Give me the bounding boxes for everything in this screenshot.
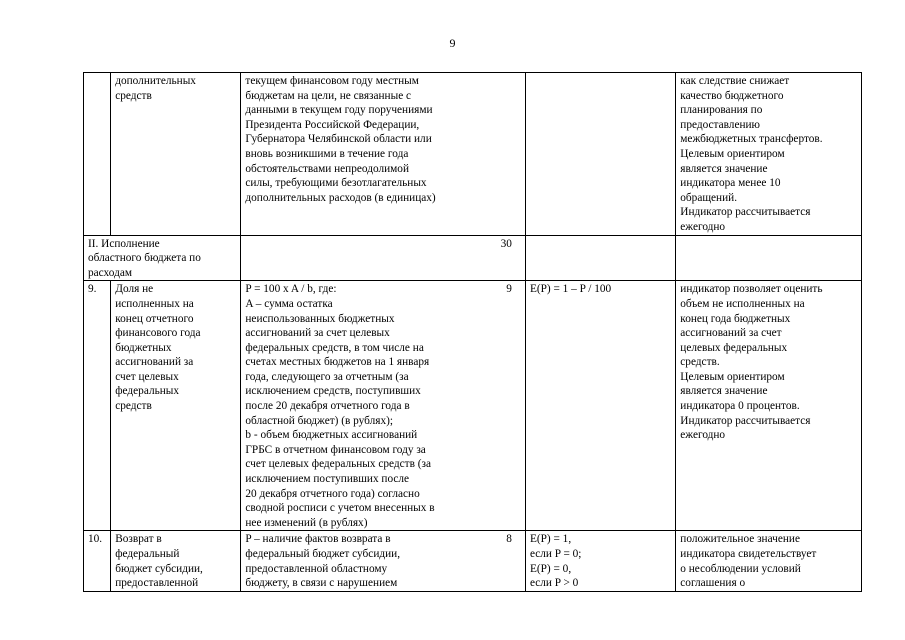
text-line: является значение — [680, 162, 768, 175]
text-line: расходам — [88, 266, 132, 279]
cell-evaluation — [525, 531, 675, 591]
text-line: ассигнований за — [115, 356, 194, 369]
text-line: Индикатор рассчитывается — [680, 206, 811, 219]
text-line: вновь возникшими в течение года — [245, 147, 409, 160]
text-line: E(P) = 0, — [529, 562, 572, 575]
text-line: A – сумма остатка — [245, 297, 333, 310]
text-line: II. Исполнение — [88, 237, 160, 250]
table-row — [84, 281, 862, 531]
text-line: ассигнований за счет — [680, 327, 782, 340]
text-line: данными в текущем году поручениями — [245, 104, 433, 117]
page-number: 9 — [449, 36, 456, 50]
indicator-weight: 8 — [506, 533, 512, 546]
text-line: межбюджетных трансфертов. — [680, 133, 823, 146]
cell-comment — [676, 281, 862, 531]
text-line: положительное значение — [680, 533, 800, 546]
text-line: бюджету, в связи с нарушением — [245, 577, 398, 590]
table-row — [84, 531, 862, 591]
text-line: исключением средств, поступивших — [245, 385, 421, 398]
text-line: обращений. — [680, 191, 738, 204]
text-line: после 20 декабря отчетного года в — [245, 400, 410, 413]
cell-formula — [241, 281, 526, 531]
text-line: целевых федеральных — [680, 341, 788, 354]
text-line: федеральных средств, в том числе на — [245, 341, 424, 354]
text-line: бюджетам на цели, не связанные с — [245, 89, 412, 102]
text-line: дополнительных расходов (в единицах) — [245, 191, 436, 204]
cell-comment — [676, 531, 862, 591]
text-line: ассигнований за счет целевых — [245, 327, 390, 340]
text-line: ежегодно — [680, 429, 726, 442]
text-line: качество бюджетного — [680, 89, 784, 102]
text-line: конец года бюджетных — [680, 312, 791, 325]
text-line: счет целевых — [115, 370, 179, 383]
text-line: о несоблюдении условий — [680, 562, 801, 575]
text-line: Доля не — [115, 283, 154, 296]
cell-indicator-name — [111, 73, 241, 236]
text-line: Целевым ориентиром — [680, 147, 785, 160]
cell-indicator-name — [111, 531, 241, 591]
section-row — [84, 235, 862, 281]
section-weight: 30 — [241, 235, 526, 281]
text-line: средств — [115, 89, 152, 102]
text-line: счетах местных бюджетов на 1 января — [245, 356, 430, 369]
text-line: федеральный — [115, 548, 180, 560]
text-line: счет целевых федеральных средств (за — [245, 458, 431, 471]
text-line: бюджетных — [115, 341, 172, 354]
text-line: областной бюджет) (в рублях); — [245, 414, 393, 427]
indicators-table — [83, 72, 862, 592]
text-line: предоставлению — [680, 118, 760, 131]
text-line: P – наличие фактов возврата в — [245, 533, 391, 546]
text-line: предоставленной областному — [245, 562, 388, 575]
text-line: Целевым ориентиром — [680, 370, 785, 383]
text-line: обстоятельствами непреодолимой — [245, 162, 409, 175]
cell-evaluation — [525, 235, 675, 281]
text-line: ГРБС в отчетном финансовом году за — [245, 443, 426, 456]
text-line: Возврат в — [115, 533, 162, 546]
cell-evaluation — [525, 73, 675, 236]
text-line: федеральный бюджет субсидии, — [245, 548, 401, 560]
text-line: предоставленной — [115, 577, 199, 590]
text-line: финансового года — [115, 327, 201, 340]
text-line: соглашения о — [680, 577, 746, 590]
text-line: E(P) = 1 – P / 100 — [529, 283, 612, 296]
text-line: исключением поступивших после — [245, 473, 410, 486]
text-line: нее изменений (в рублях) — [245, 516, 368, 529]
row-number: 9. — [84, 281, 111, 531]
text-line: сводной росписи с учетом внесенных в — [245, 502, 435, 515]
row-number: 10. — [84, 531, 111, 591]
table-row-continued — [84, 73, 862, 236]
text-line: если P = 0; — [529, 548, 582, 560]
text-line: текущем финансовом году местным — [245, 75, 419, 87]
cell-comment — [676, 235, 862, 281]
text-line: если P > 0 — [529, 577, 579, 590]
text-line: является значение — [680, 385, 768, 398]
text-line: областного бюджета по — [88, 252, 201, 265]
text-line: 20 декабря отчетного года) согласно — [245, 487, 420, 500]
text-line: средств. — [680, 356, 720, 369]
text-line: силы, требующими безотлагательных — [245, 177, 427, 190]
text-line: Индикатор рассчитывается — [680, 414, 811, 427]
text-line: объем не исполненных на — [680, 297, 805, 310]
text-line: E(P) = 1, — [529, 533, 572, 546]
text-line: P = 100 x A / b, где: — [245, 283, 337, 296]
text-line: ежегодно — [680, 220, 726, 233]
text-line: федеральных — [115, 385, 180, 398]
text-line: конец отчетного — [115, 312, 194, 325]
text-line: индикатора менее 10 — [680, 177, 781, 190]
text-line: бюджет субсидии, — [115, 562, 203, 575]
text-line: индикатора 0 процентов. — [680, 400, 800, 413]
text-line: b - объем бюджетных ассигнований — [245, 429, 418, 442]
text-line: года, следующего за отчетным (за — [245, 370, 409, 383]
section-title — [84, 235, 241, 281]
cell-num — [84, 73, 111, 236]
text-line: индикатора свидетельствует — [680, 548, 817, 560]
cell-indicator-name — [111, 281, 241, 531]
text-line: средств — [115, 400, 152, 413]
indicator-weight: 9 — [506, 283, 512, 296]
text-line: неиспользованных бюджетных — [245, 312, 395, 325]
text-line: планирования по — [680, 104, 763, 117]
cell-comment — [676, 73, 862, 236]
text-line: дополнительных — [115, 75, 196, 87]
cell-evaluation — [525, 281, 675, 531]
text-line: Губернатора Челябинской области или — [245, 133, 432, 146]
text-line: Президента Российской Федерации, — [245, 118, 420, 131]
cell-formula — [241, 531, 526, 591]
text-line: индикатор позволяет оценить — [680, 283, 823, 296]
text-line: исполненных на — [115, 297, 194, 310]
cell-formula — [241, 73, 526, 236]
text-line: как следствие снижает — [680, 75, 790, 87]
